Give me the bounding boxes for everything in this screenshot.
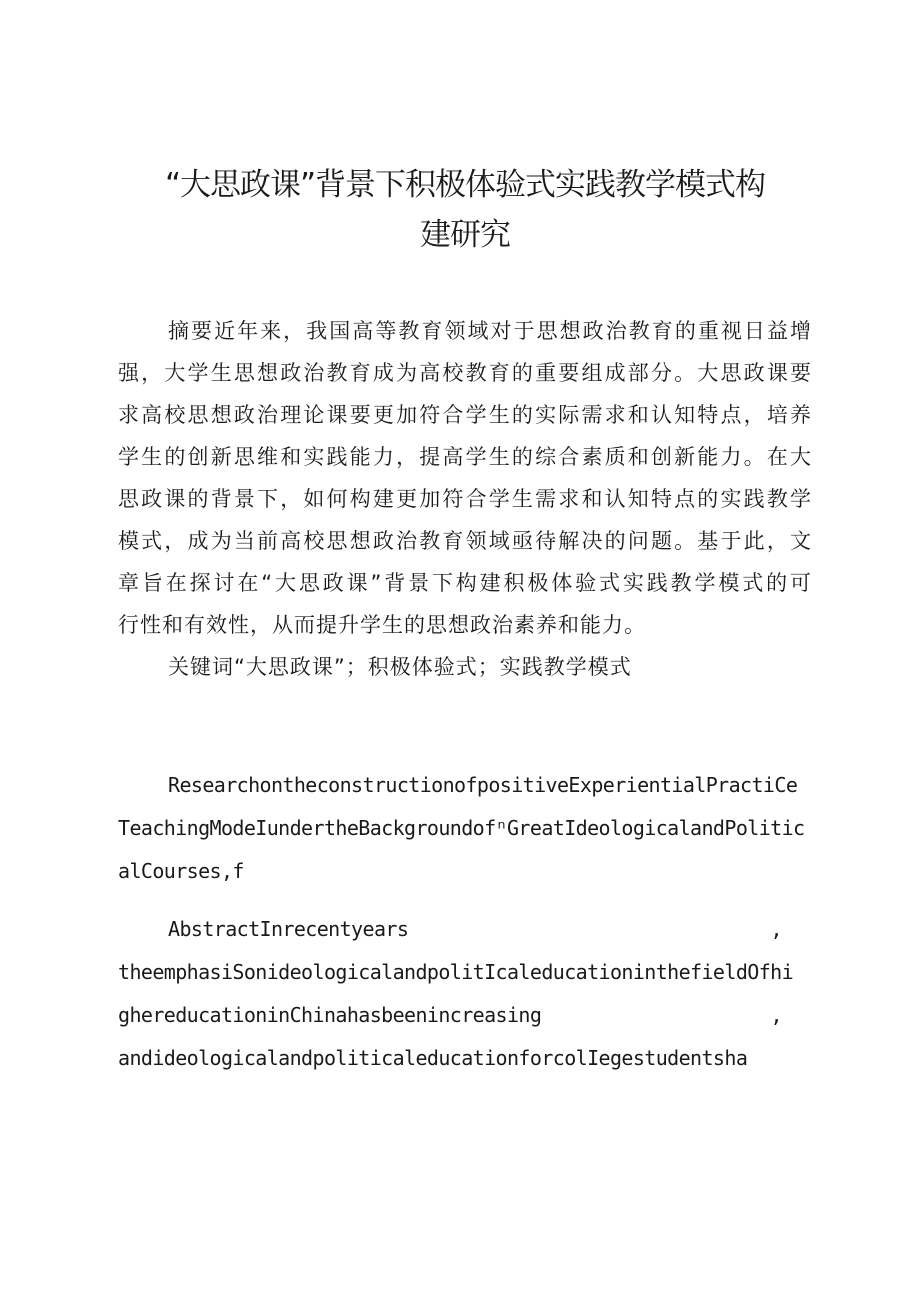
title-en-line: TeachingModeIundertheBackgroundofⁿGreatIdeologicalandPolitic	[118, 816, 805, 840]
english-abstract	[118, 908, 812, 1080]
abstract-en-comma: ,	[770, 1003, 782, 1027]
title-line-1: “大思政课”背景下积极体验式实践教学模式构	[164, 167, 766, 203]
abstract-en-line	[118, 994, 812, 1037]
keywords-cn: 关键词“大思政课”；积极体验式；实践教学模式	[168, 655, 632, 679]
abstract-cn-line: 模式，成为当前高校思想政治教育领域亟待解决的问题。基于此，文	[118, 529, 812, 553]
title-line-2: 建研究	[420, 217, 510, 253]
abstract-cn-line: 强，大学生思想政治教育成为高校教育的重要组成部分。大思政课要	[118, 361, 812, 385]
abstract-en-line: andideologicalandpoliticaleducationforcolIegestudentsha	[118, 1046, 748, 1070]
abstract-en-line: theemphasiSonideologicalandpolitIcaleducationinthefieldOfhi	[118, 960, 794, 984]
abstract-cn-line: 行性和有效性，从而提升学生的思想政治素养和能力。	[118, 613, 646, 637]
abstract-cn-line: 章旨在探讨在“大思政课”背景下构建积极体验式实践教学模式的可	[118, 571, 812, 595]
chinese-abstract	[118, 310, 812, 688]
abstract-cn-line: 摘要近年来，我国高等教育领域对于思想政治教育的重视日益增	[168, 319, 812, 343]
abstract-en-line	[118, 908, 812, 951]
abstract-cn-line: 求高校思想政治理论课要更加符合学生的实际需求和认知特点，培养	[118, 403, 812, 427]
abstract-en-text: AbstractInrecentyears	[168, 917, 409, 941]
title-en-line: alCourses,f	[118, 859, 244, 883]
abstract-en-text: ghereducationinChinahasbeenincreasing	[118, 1003, 542, 1027]
abstract-cn-line: 思政课的背景下，如何构建更加符合学生需求和认知特点的实践教学	[118, 487, 812, 511]
page-title	[120, 160, 810, 260]
title-en-line: ResearchontheconstructionofpositiveExperientialPractiCe	[168, 773, 798, 797]
abstract-en-comma: ,	[770, 917, 782, 941]
english-title	[118, 764, 812, 893]
abstract-cn-line: 学生的创新思维和实践能力，提高学生的综合素质和创新能力。在大	[118, 445, 812, 469]
